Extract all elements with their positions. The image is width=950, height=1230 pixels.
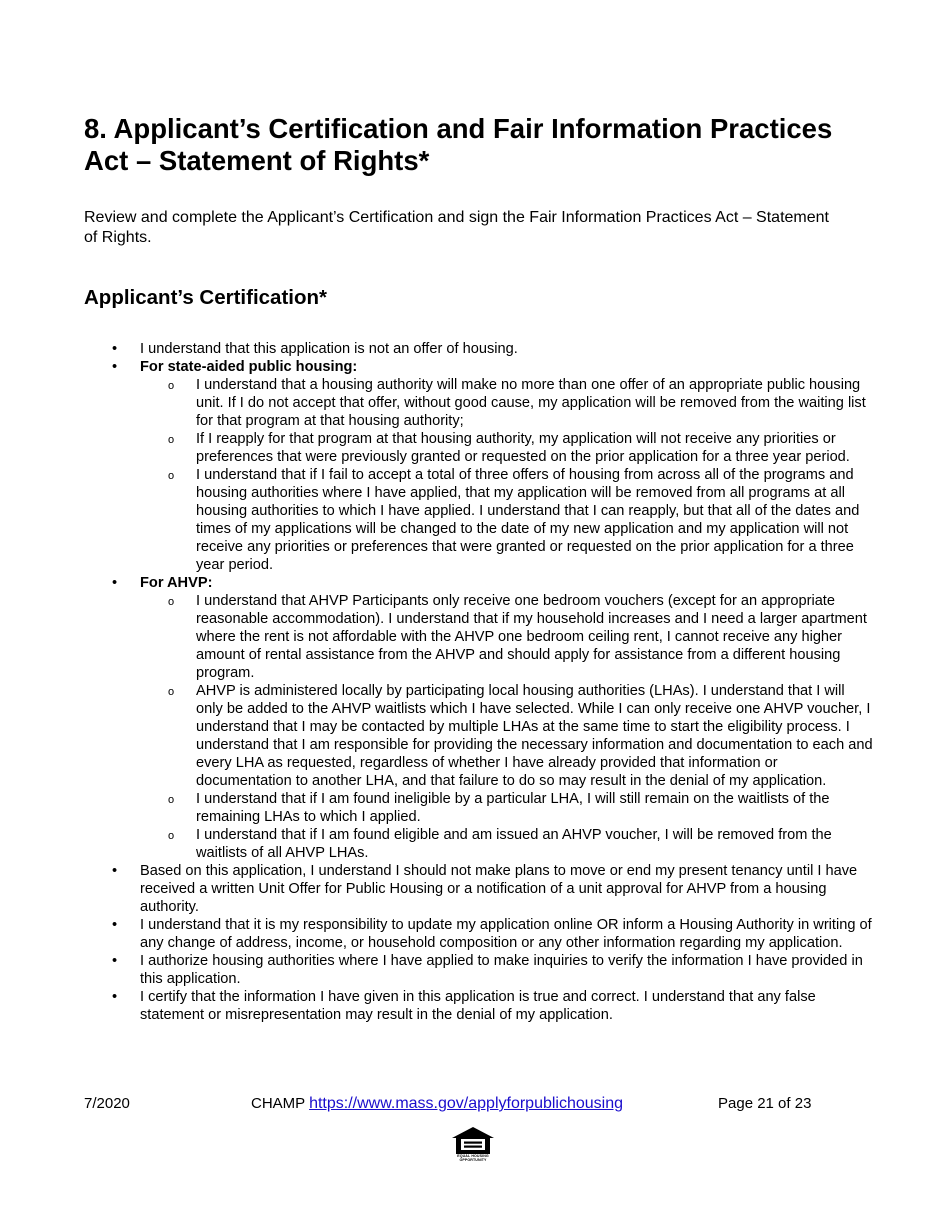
footer-champ (251, 1094, 623, 1114)
list-item-heading: For state-aided public housing: (140, 359, 358, 375)
sub-list-item: o If I reapply for that program at that housing authority, my application will not receive any priorities or preferences that were previously granted or requested on the prior application for a three year period. (140, 430, 874, 466)
list-item-heading: For AHVP: (140, 575, 213, 591)
logo-text: EQUAL HOUSING OPPORTUNITY (457, 1154, 489, 1162)
intro-paragraph: Review and complete the Applicant’s Certification and sign the Fair Information Practices Act – Statement of Rights. (84, 209, 829, 246)
sub-list-item: o AHVP is administered locally by participating local housing authorities (LHAs). I understand that I will only be added to the AHVP waitlists which I have selected. While I can only receive one AHVP voucher, I understand that I may be contacted by multiple LHAs at the same time to start the eligibility process. I understand that I am responsible for providing the necessary information and documentation to each and every LHA as requested, regardless of whether I have already provided that information or documentation to another LHA, and that failure to do so may result in the denial of my application. (140, 682, 874, 790)
sub-list-item: o I understand that if I fail to accept a total of three offers of housing from across all of the programs and housing authorities where I have applied, that my application will be removed from all programs at all housing authorities to which I have applied. I understand that I can reapply, but that all of the dates and times of my applications will be changed to the date of my new application and my application will not receive any priorities or preferences that were granted or requested on the prior application for a three year period. (140, 466, 874, 574)
page-title: 8. Applicant’s Certification and Fair Information Practices Act – Statement of Rights* (84, 113, 833, 176)
sub-list-item: o I understand that if I am found ineligible by a particular LHA, I will still remain on the waitlists of the remaining LHAs to which I applied. (140, 790, 874, 826)
sub-list (140, 592, 874, 862)
footer-champ-label: CHAMP (251, 1095, 305, 1112)
sub-list-item: o I understand that if I am found eligible and am issued an AHVP voucher, I will be removed from the waitlists of all AHVP LHAs. (140, 826, 874, 862)
list-item: • I understand that it is my responsibility to update my application online OR inform a Housing Authority in writing of any change of address, income, or household composition or any other information regarding my application. (84, 916, 874, 952)
list-item: • Based on this application, I understand I should not make plans to move or end my present tenancy until I have received a written Unit Offer for Public Housing or a notification of a unit approval for AHVP from a housing authority. (84, 862, 874, 916)
footer-url-link[interactable]: https://www.mass.gov/applyforpublichousing (309, 1095, 624, 1112)
list-item: • I understand that this application is not an offer of housing. (84, 340, 874, 358)
page-footer (84, 1094, 874, 1114)
list-item-state-housing (84, 358, 874, 574)
sub-list-item: o I understand that AHVP Participants only receive one bedroom vouchers (except for an appropriate reasonable accommodation). I understand that if my household increases and I need a larger apartment where the rent is not affordable with the AHVP one bedroom ceiling rent, I cannot receive any higher amount of rental assistance from the AHVP and should apply for assistance from a different housing program. (140, 592, 874, 682)
section-title: Applicant’s Certification* (84, 286, 327, 309)
house-icon (450, 1125, 496, 1155)
sub-list-item: o I understand that a housing authority will make no more than one offer of an appropriate public housing unit. If I do not accept that offer, without good cause, my application will be removed from the waiting list for that program at that housing authority; (140, 376, 874, 430)
list-item: • I authorize housing authorities where I have applied to make inquiries to verify the information I have provided in this application. (84, 952, 874, 988)
list-item: • I certify that the information I have given in this application is true and correct. I understand that any false statement or misrepresentation may result in the denial of my application. (84, 988, 874, 1024)
equal-housing-opportunity-icon (450, 1125, 496, 1165)
certification-list (84, 340, 874, 1024)
sub-list (140, 376, 874, 574)
list-item-ahvp (84, 574, 874, 862)
footer-date: 7/2020 (84, 1095, 130, 1112)
footer-page-number: Page 21 of 23 (718, 1095, 812, 1112)
